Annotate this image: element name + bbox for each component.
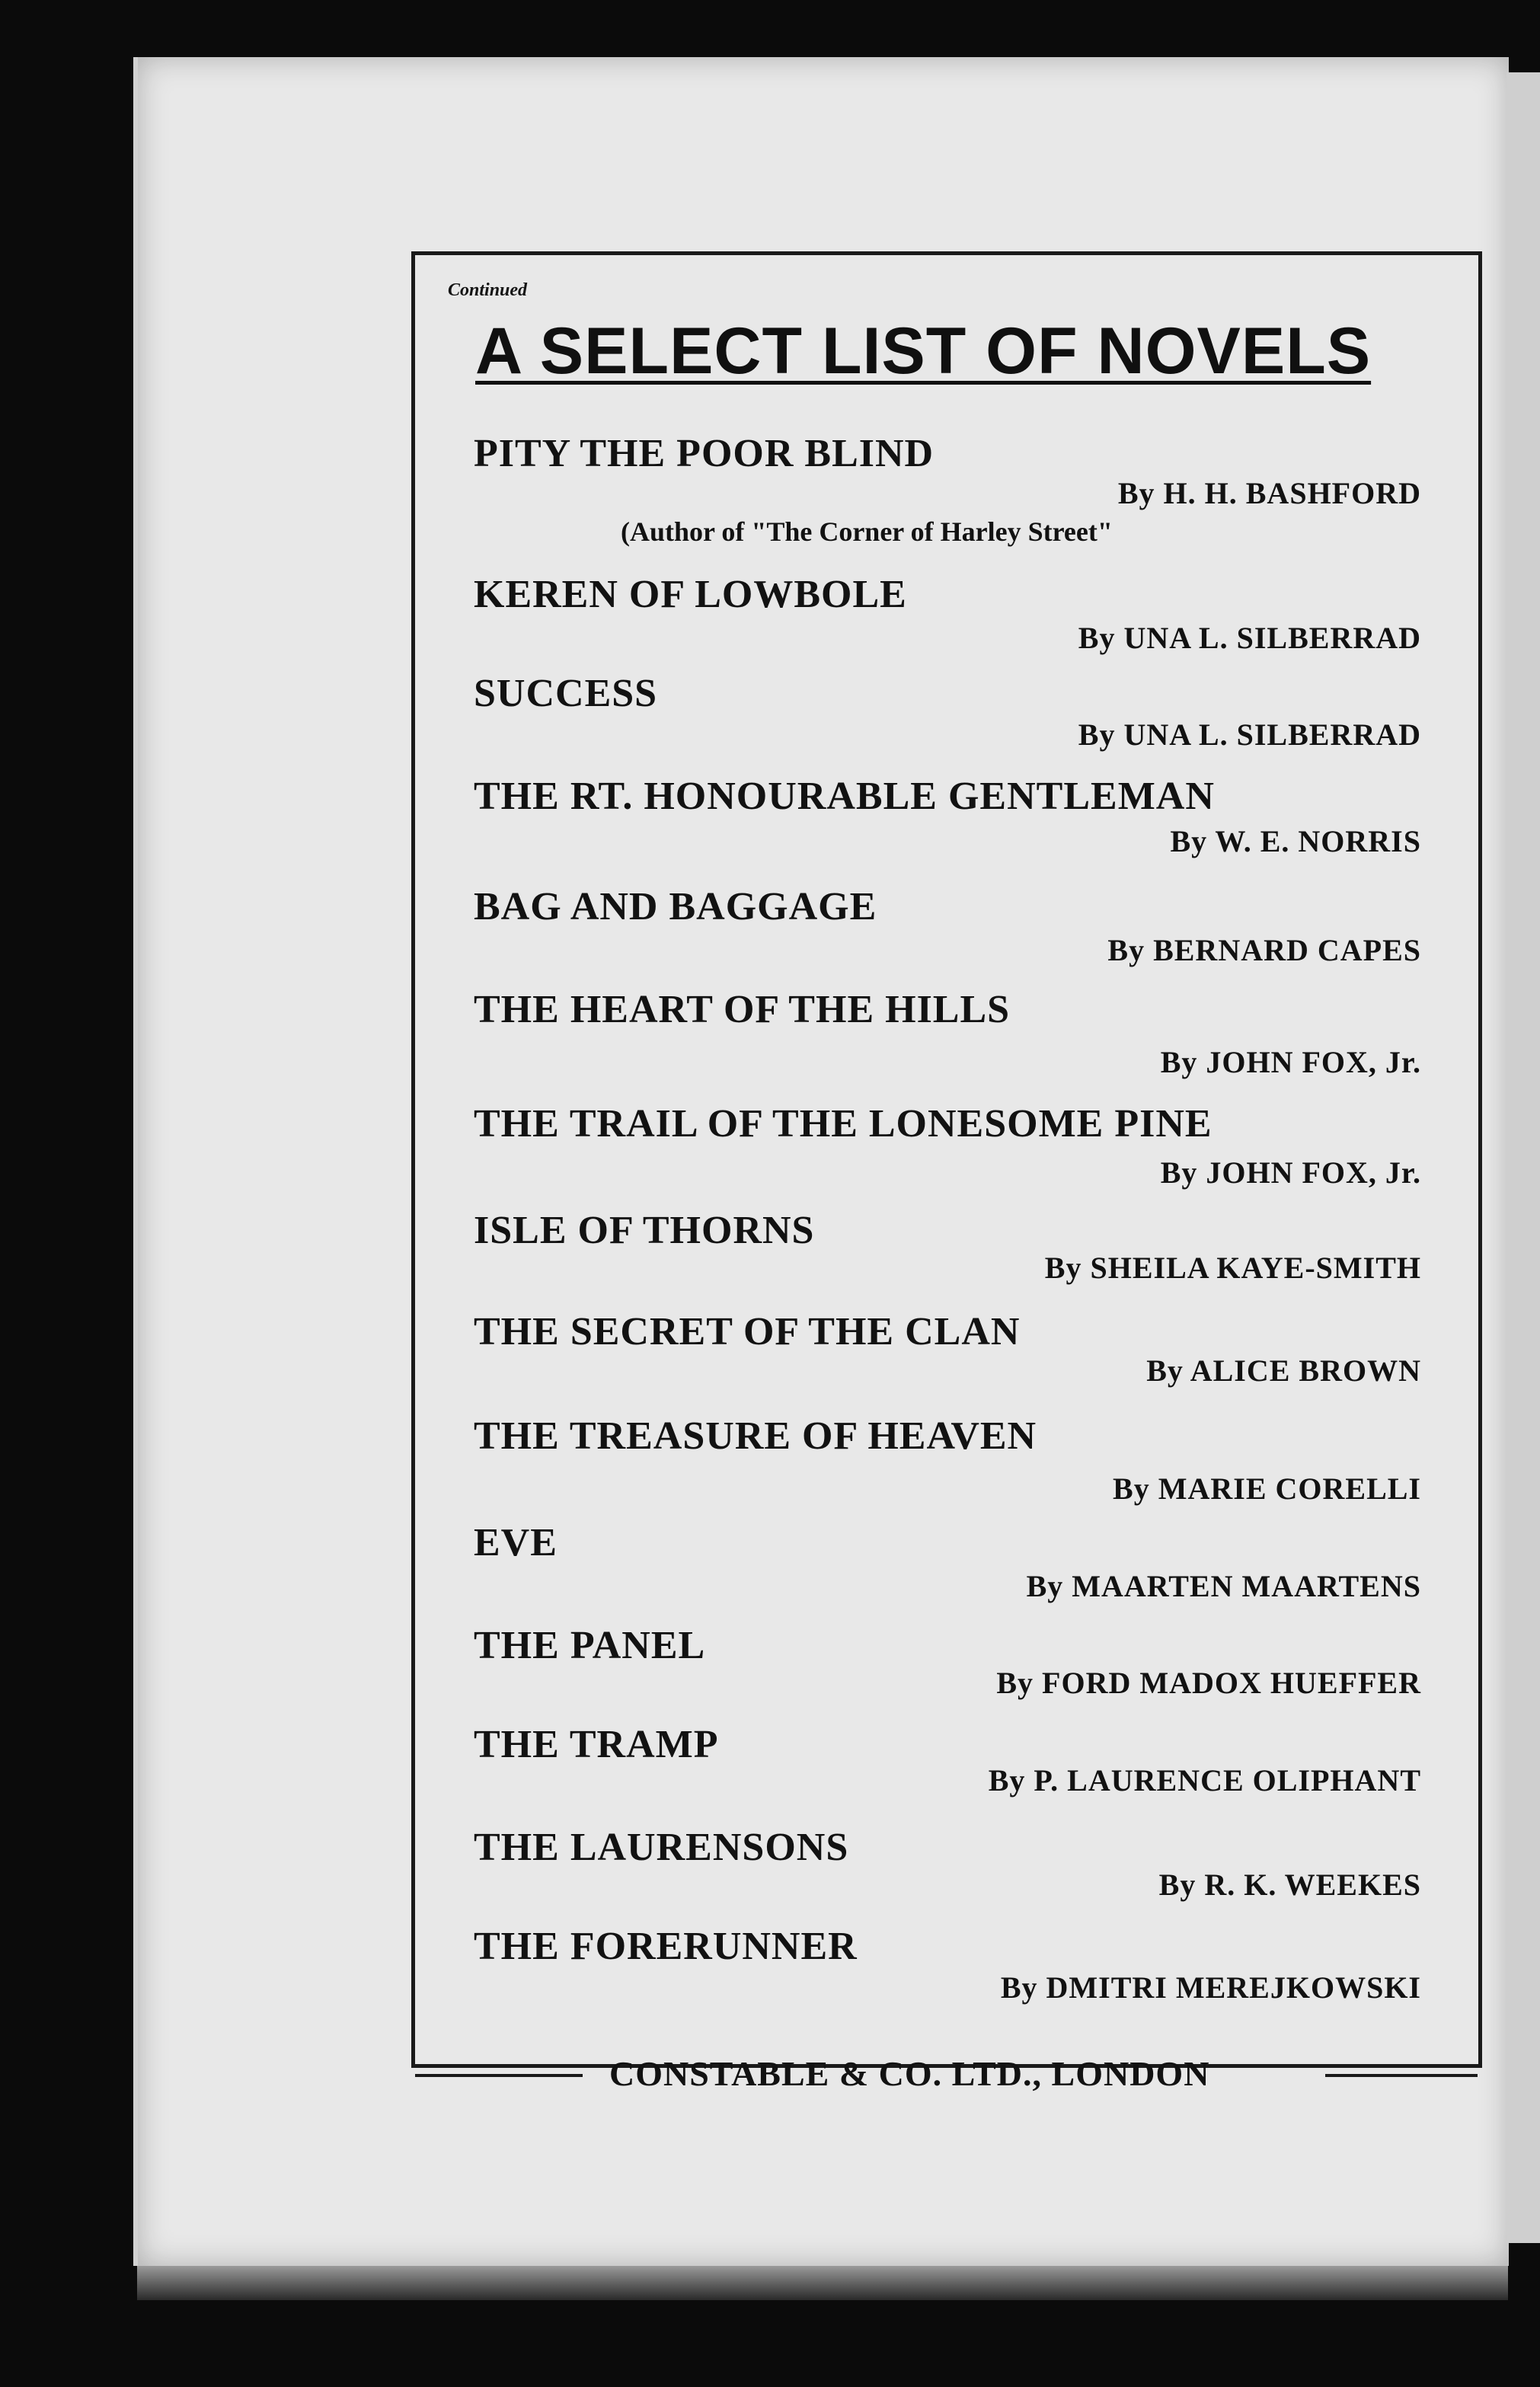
book-note: (Author of "The Corner of Harley Street" bbox=[621, 516, 1113, 547]
book-author: By MAARTEN MAARTENS bbox=[1026, 1569, 1421, 1603]
footer-rule-right bbox=[1325, 2074, 1478, 2077]
book-title: THE LAURENSONS bbox=[474, 1826, 849, 1869]
book-author: By BERNARD CAPES bbox=[1107, 933, 1421, 967]
book-author: By W. E. NORRIS bbox=[1170, 824, 1421, 858]
book-author: By UNA L. SILBERRAD bbox=[1078, 717, 1421, 752]
book-author: By JOHN FOX, Jr. bbox=[1160, 1045, 1421, 1079]
book-author: By FORD MADOX HUEFFER bbox=[996, 1666, 1421, 1700]
book-title: THE FORERUNNER bbox=[474, 1925, 858, 1968]
book-title: BAG AND BAGGAGE bbox=[474, 885, 877, 928]
book-title: EVE bbox=[474, 1521, 558, 1564]
page-title: A SELECT LIST OF NOVELS bbox=[475, 315, 1372, 388]
continued-label: Continued bbox=[448, 280, 528, 300]
adjacent-page-edge bbox=[1506, 72, 1540, 2243]
book-author: By P. LAURENCE OLIPHANT bbox=[988, 1763, 1421, 1797]
book-author: By JOHN FOX, Jr. bbox=[1160, 1155, 1421, 1190]
book-author: By ALICE BROWN bbox=[1146, 1353, 1421, 1388]
book-title: THE HEART OF THE HILLS bbox=[474, 988, 1011, 1031]
book-title: PITY THE POOR BLIND bbox=[474, 432, 935, 475]
book-author: By UNA L. SILBERRAD bbox=[1078, 621, 1421, 655]
book-author: By SHEILA KAYE-SMITH bbox=[1044, 1251, 1421, 1285]
book-title: THE TREASURE OF HEAVEN bbox=[474, 1414, 1037, 1458]
book-title: SUCCESS bbox=[474, 672, 658, 715]
book-title: KEREN OF LOWBOLE bbox=[474, 573, 907, 616]
book-title: THE RT. HONOURABLE GENTLEMAN bbox=[474, 775, 1215, 818]
book-title: THE SECRET OF THE CLAN bbox=[474, 1310, 1021, 1353]
book-title: THE PANEL bbox=[474, 1624, 706, 1667]
page-bottom-shadow bbox=[137, 2266, 1508, 2300]
book-author: By DMITRI MEREJKOWSKI bbox=[1000, 1970, 1421, 2005]
book-title: THE TRAMP bbox=[474, 1723, 719, 1766]
book-author: By MARIE CORELLI bbox=[1113, 1472, 1421, 1506]
book-title: ISLE OF THORNS bbox=[474, 1209, 815, 1252]
book-author: By R. K. WEEKES bbox=[1158, 1868, 1421, 1902]
book-title: THE TRAIL OF THE LONESOME PINE bbox=[474, 1102, 1213, 1146]
publisher-imprint: CONSTABLE & CO. LTD., LONDON bbox=[609, 2054, 1210, 2093]
footer-rule-left bbox=[415, 2074, 583, 2077]
book-author: By H. H. BASHFORD bbox=[1117, 476, 1421, 510]
